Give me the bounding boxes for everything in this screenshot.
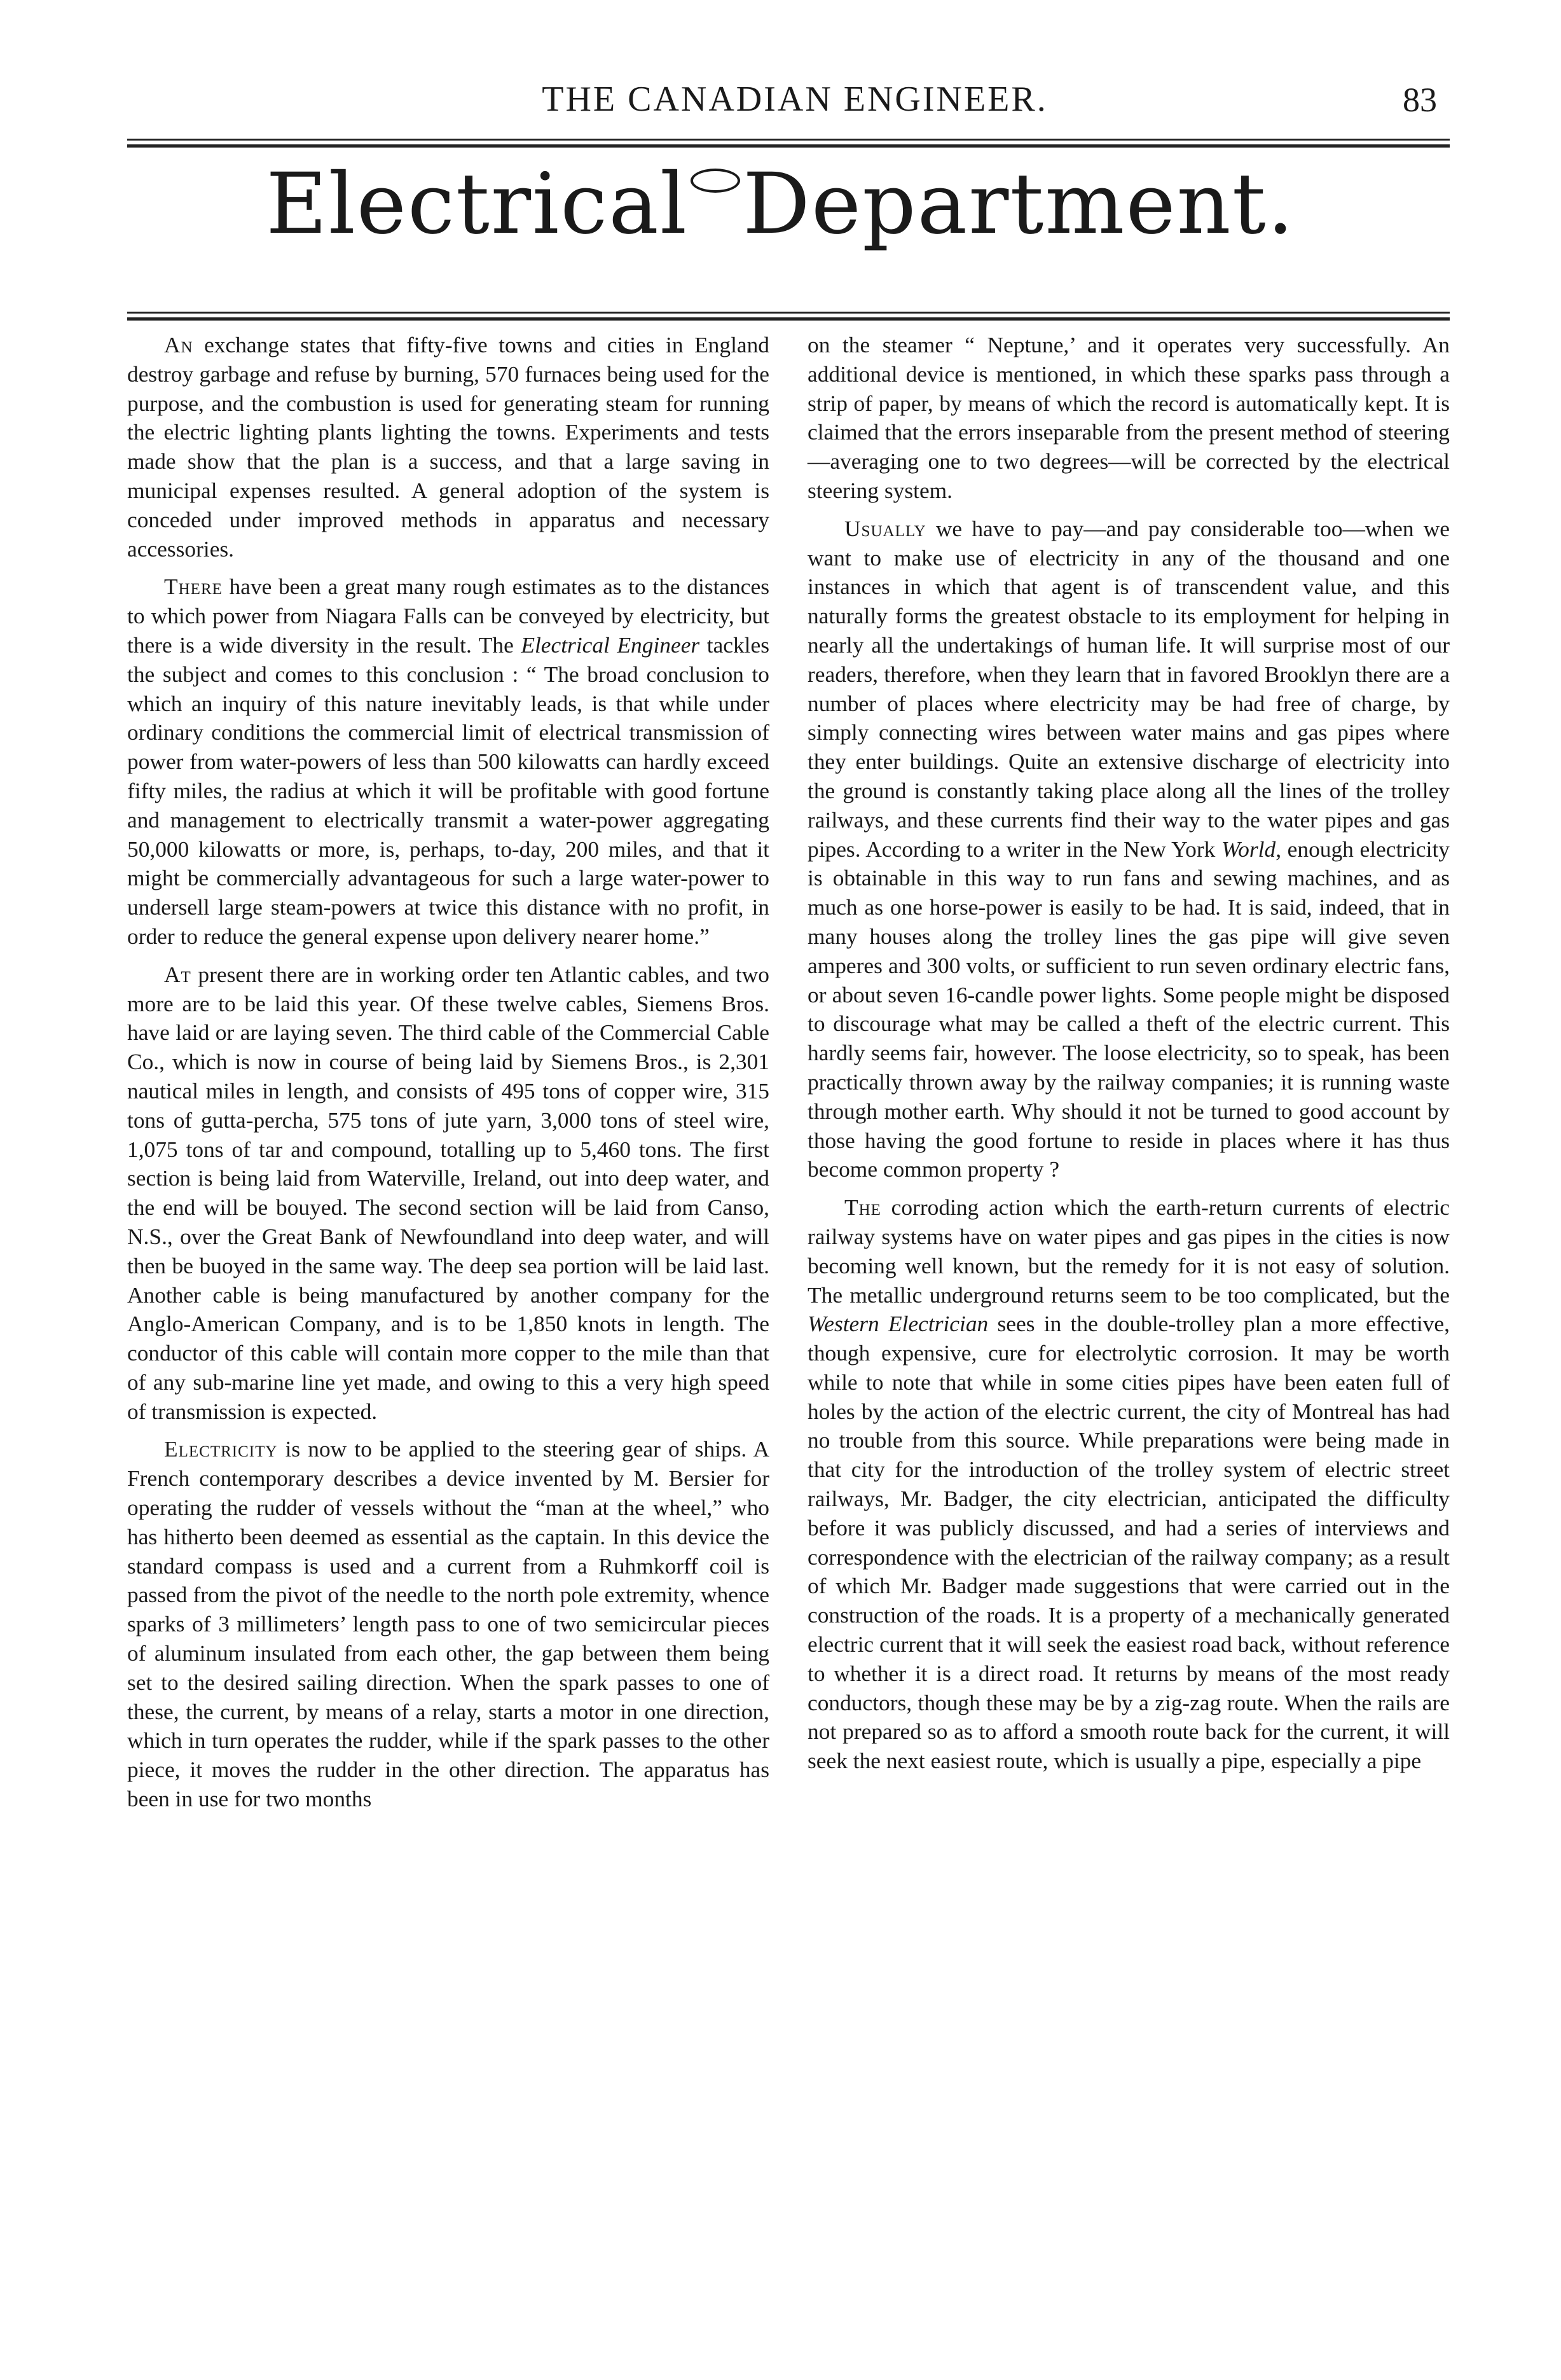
running-head — [127, 37, 1462, 119]
journal-title: Western Electrician — [808, 1311, 989, 1337]
lead-word: At — [164, 961, 191, 987]
journal-title: World — [1221, 836, 1276, 862]
paragraph-text: tackles the subject and comes to this conclusion : “ The broad conclusion to which an inquiry of this nature inevitably leads, is that while under ordinary conditions the commercial limit of electrical transmission of power from water-powers of less than 500 kilowatts can hardly exceed fifty miles, the radius at which it will be profitable with good fortune and management to electrically transmit a water-power aggregating 50,000 kilowatts or more, is, perhaps, to-day, 200 miles, and that it might be commercially advantageous for such a large water-power to undersell large steam-powers at twice this distance with no profit, in order to reduce the general expense upon delivery nearer home.” — [127, 632, 769, 949]
running-title: THE CANADIAN ENGINEER. — [542, 80, 1048, 119]
header-rule-thick — [127, 144, 1450, 148]
paragraph-garbage-burning — [127, 331, 769, 564]
left-column — [127, 331, 769, 1823]
paragraph-text: have been a great many rough estimates as to the distances to which power from Niagara Falls can be conveyed by electricity, but there is a wide diversity in the result. The — [127, 574, 769, 658]
lead-word: An — [164, 332, 193, 357]
paragraph-corrosion — [808, 1193, 1450, 1776]
lead-word: Usually — [844, 515, 926, 541]
lead-word: There — [164, 574, 223, 600]
lead-word: Electricity — [164, 1436, 278, 1462]
paragraph-electric-steering — [127, 1435, 769, 1813]
department-title-word-2: Department. — [743, 155, 1295, 253]
title-rule-thick — [127, 317, 1450, 321]
paragraph-text: we have to pay—and pay considerable too—when we want to make use of electricity in any of the thousand and one instances in which that agent is of transcendent value, and this naturally forms the greatest obstacle to its employment for helping in nearly all the undertakings of human life. It will surprise most of our readers, therefore, when they learn that in favored Brooklyn there are a number of places where electricity may be had free of charge, by simply connecting wires between water mains and gas pipes where they enter buildings. Quite an extensive discharge of electricity into the ground is constantly taking place along all the lines of the trolley railways, and these currents find their way to the water pipes and gas pipes. According to a writer in the New York — [808, 515, 1450, 862]
journal-title: Electrical Engineer — [521, 632, 700, 658]
header-rule-thin — [127, 139, 1450, 141]
paragraph-steering-continued — [808, 331, 1450, 506]
paragraph-text: , enough electricity is obtainable in this way to run fans and sewing machines, and as much as one horse-power is easily to be had. It is said, indeed, that in many houses along the trolley lines the gas pipe will give seven amperes and 300 volts, or sufficient to run seven ordinary electric fans, or about seven 16-candle power lights. Some people might be disposed to discourage what may be called a theft of the electric current. This hardly seems fair, however. The loose electricity, so to speak, has been practically thrown away by the railway companies; it is running waste through mother earth. Why should it not be turned to good account by those having the good fortune to reside in places where it has thus become common property ? — [808, 836, 1450, 1182]
header-rule — [127, 139, 1450, 148]
lead-word: The — [844, 1194, 881, 1221]
paragraph-niagara-transmission — [127, 572, 769, 951]
page-number: 83 — [1403, 81, 1437, 119]
paragraph-text: corroding action which the earth-return currents of electric railway systems have on water pipes and gas pipes in the cities is now becoming well known, but the remedy for it is not easy of solution. The metallic underground returns seem to be too complicated, but the — [808, 1194, 1450, 1308]
ornament-icon — [691, 169, 740, 193]
paragraph-free-electricity — [808, 515, 1450, 1184]
paragraph-text: is now to be applied to the steering gear of ships. A French contemporary describes a device invented by M. Bersier for operating the rudder of vessels without the “man at the wheel,” who has hitherto been deemed as essential as the captain. In this device the standard compass is used and a current from a Ruhmkorff coil is passed from the pivot of the needle to the north pole extremity, whence sparks of 3 millimeters’ length pass to one of two semicircular pieces of aluminum insulated from each other, the gap between them being set to the desired sailing direction. When the spark passes to one of these, the current, by means of a relay, starts a motor in one direction, which in turn operates the rudder, while if the spark passes to the other piece, it moves the rudder in the other direction. The apparatus has been in use for two months — [127, 1436, 769, 1812]
paragraph-text: on the steamer “ Neptune,’ and it operates very successfully. An additional device is mentioned, in which these sparks pass through a strip of paper, by means of which the record is automatically kept. It is claimed that the errors inseparable from the present method of steering—averaging one to two degrees—will be corrected by the electrical steering system. — [808, 332, 1450, 503]
title-rule — [127, 312, 1450, 321]
paragraph-text: present there are in working order ten Atlantic cables, and two more are to be laid this year. Of these twelve cables, Siemens Bros. have laid or are laying seven. The third cable of the Commercial Cable Co., which is now in course of being laid by Siemens Bros., is 2,301 nautical miles in length, and consists of 495 tons of copper wire, 315 tons of gutta-percha, 575 tons of jute yarn, 3,000 tons of steel wire, 1,075 tons of tar and compound, totalling up to 5,460 tons. The first section is being laid from Waterville, Ireland, out into deep water, and the end will be bouyed. The second section will be laid from Canso, N.S., over the Great Bank of Newfoundland into deep water, and will then be buoyed in the same way. The deep sea portion will be laid last. Another cable is being manufactured by another company for the Anglo-American Company, and is to be 1,850 knots in length. The conductor of this cable will contain more copper to the mile than that of any sub-marine line yet made, and owing to this a very high speed of transmission is expected. — [127, 961, 769, 1424]
right-column — [808, 331, 1450, 1785]
department-title — [0, 155, 1561, 253]
title-rule-thin — [127, 312, 1450, 314]
department-title-word-1: Electrical — [266, 155, 689, 253]
paragraph-text: sees in the double-trolley plan a more effective, though expensive, cure for electrolytic corrosion. It may be worth while to note that while in some cities pipes have been eaten full of holes by the action of the electric current, the city of Montreal has had no trouble from this source. While preparations were being made in that city for the introduction of the trolley system of electric street railways, Mr. Badger, the city electrician, anticipated the difficulty before it was publicly discussed, and had a series of interviews and correspondence with the electrician of the railway company; as a result of which Mr. Badger made suggestions that were carried out in the construction of the roads. It is a property of a mechanically generated electric current that it will seek the easiest road back, without reference to whether it is a direct road. It returns by means of the most ready conductors, though these may be by a zig-zag route. When the rails are not prepared so as to afford a smooth route back for the current, it will seek the next easiest route, which is usually a pipe, especially a pipe — [808, 1311, 1450, 1774]
paragraph-text: exchange states that fifty-five towns and cities in England destroy garbage and refuse by burning, 570 furnaces being used for the purpose, and the combustion is used for generating steam for running the electric lighting plants lighting the towns. Experiments and tests made show that the plan is a success, and that a large saving in municipal expenses resulted. A general adoption of the system is conceded under improved methods in apparatus and necessary accessories. — [127, 332, 769, 562]
paragraph-atlantic-cables — [127, 960, 769, 1427]
